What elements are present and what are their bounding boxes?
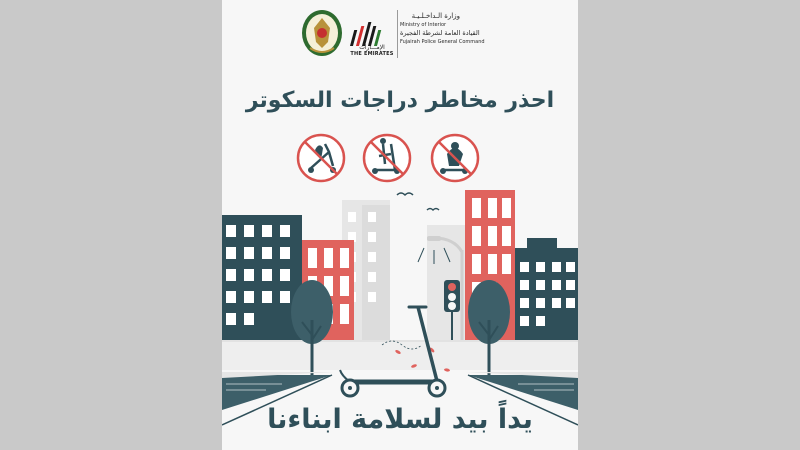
command-arabic: القيادة العامة لشرطة الفجيرة: [400, 29, 480, 38]
emirates-english-label: THE EMIRATES: [350, 51, 394, 57]
bird-icon: [397, 193, 413, 195]
no-scooter-standing-icon: [364, 135, 410, 181]
command-english: Fujairah Police General Command: [400, 39, 485, 46]
ministry-arabic: وزارة الـداخـلـيـة: [411, 12, 460, 20]
no-scooter-riding-icon: [298, 135, 344, 181]
ministry-english: Ministry of Interior: [400, 22, 447, 29]
no-scooter-helmetless-icon: [432, 135, 478, 181]
poster-slogan: يداً بيد لسلامة ابناءنا: [267, 404, 533, 435]
city-illustration: [222, 0, 578, 450]
poster: [222, 0, 578, 450]
bird-icon: [427, 209, 439, 211]
poster-title: احذر مخاطر دراجات السكوتر: [245, 88, 555, 113]
emirates-arabic-label: الإمـــارات: [359, 44, 385, 51]
